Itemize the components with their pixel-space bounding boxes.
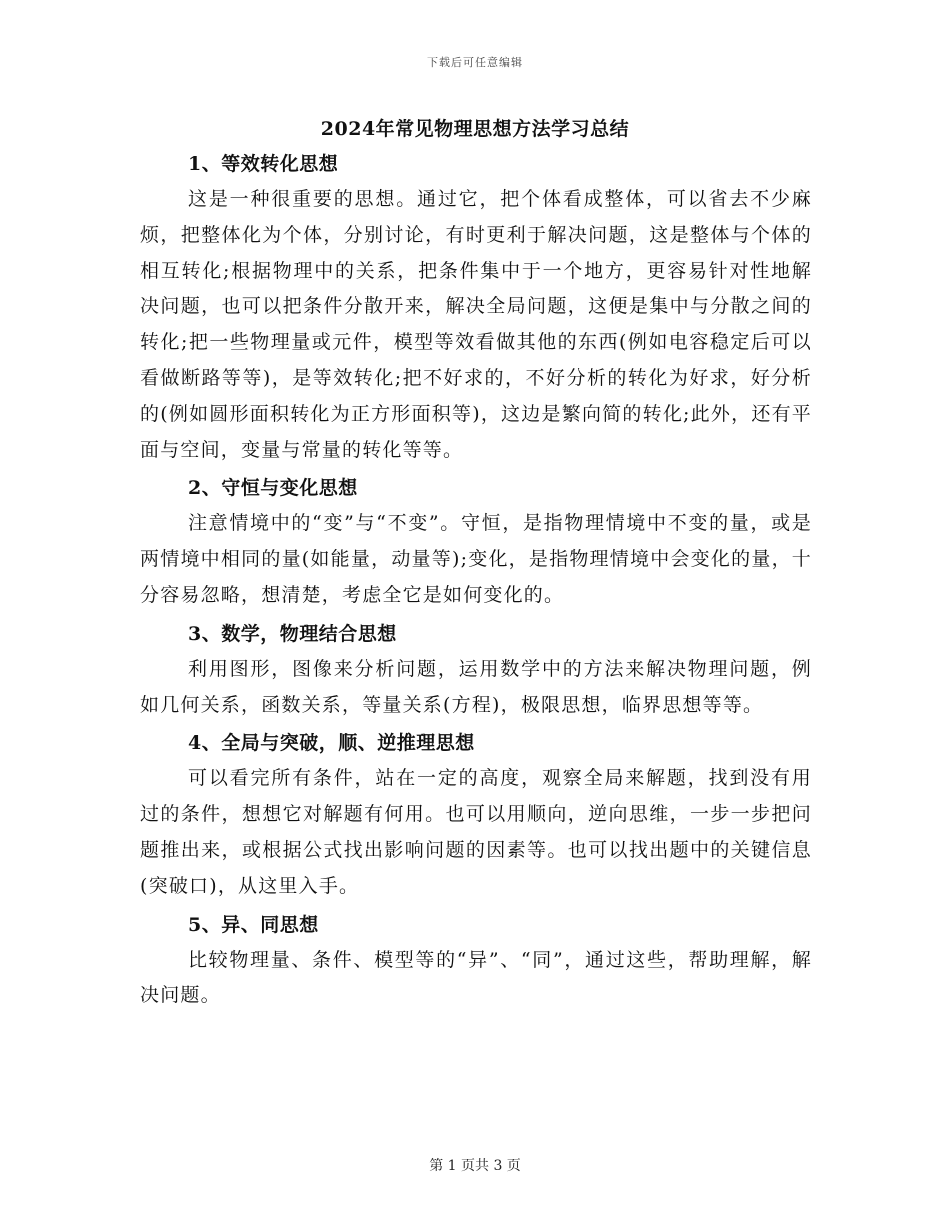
document-content (140, 146, 812, 1016)
document-title: 2024年常见物理思想方法学习总结 (320, 118, 630, 140)
section-heading: 2、守恒与变化思想 (188, 477, 358, 500)
page-header-note: 下载后可任意编辑 (427, 56, 523, 69)
section-body: 这是一种很重要的思想。通过它，把个体看成整体，可以省去不少麻烦，把整体化为个体，分别讨论，有时更利于解决问题，这是整体与个体的相互转化;根据物理中的关系，把条件集中于一个地方，更容易针对性地解决问题，也可以把条件分散开来，解决全局问题，这便是集中与分散之间的转化;把一些物理量或元件，模型等效看做其他的东西(例如电容稳定后可以看做断路等等)，是等效转化;把不好求的，不好分析的转化为好求，好分析的(例如圆形面积转化为正方形面积等)，这边是繁向简的转化;此外，还有平面与空间，变量与常量的转化等等。 (140, 188, 812, 461)
section-body: 注意情境中的“变”与“不变”。守恒，是指物理情境中不变的量，或是两情境中相同的量(如能量，动量等);变化，是指物理情境中会变化的量，十分容易忽略，想清楚，考虑全它是如何变化的。 (140, 512, 812, 606)
section-5 (140, 907, 812, 1015)
section-3 (140, 616, 812, 724)
section-heading: 3、数学，物理结合思想 (188, 622, 397, 645)
page-number: 第 1 页共 3 页 (429, 1158, 521, 1174)
section-heading: 5、异、同思想 (188, 913, 319, 936)
section-body: 比较物理量、条件、模型等的“异”、“同”，通过这些，帮助理解，解决问题。 (140, 948, 812, 1007)
section-4 (140, 725, 812, 904)
section-heading: 4、全局与突破，顺、逆推理思想 (188, 732, 475, 755)
section-1 (140, 146, 812, 468)
section-2 (140, 470, 812, 613)
section-heading: 1、等效转化思想 (188, 153, 339, 175)
section-body: 可以看完所有条件，站在一定的高度，观察全局来解题，找到没有用过的条件，想想它对解题有何用。也可以用顺向，逆向思维，一步一步把问题推出来，或根据公式找出影响问题的因素等。也可以找出题中的关键信息(突破口)，从这里入手。 (140, 767, 812, 897)
section-body: 利用图形，图像来分析问题，运用数学中的方法来解决物理问题，例如几何关系，函数关系，等量关系(方程)，极限思想，临界思想等等。 (140, 657, 812, 716)
